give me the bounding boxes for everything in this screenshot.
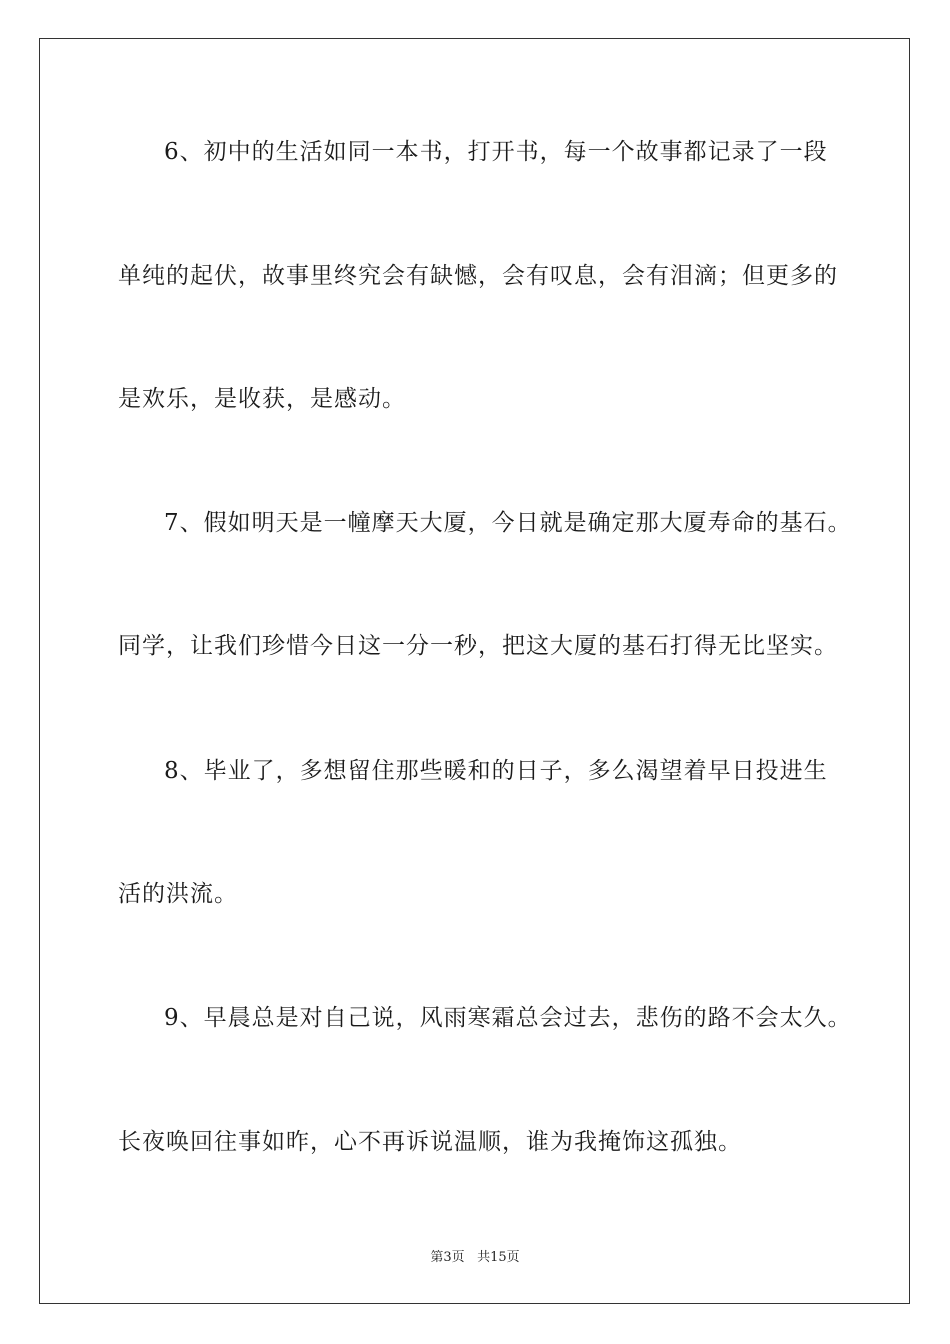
paragraph-6-line-1: 6、初中的生活如同一本书，打开书，每一个故事都记录了一段 <box>164 139 828 165</box>
page-frame <box>39 38 910 1304</box>
paragraph-9-line-1: 9、早晨总是对自己说，风雨寒霜总会过去，悲伤的路不会太久。 <box>164 1005 852 1031</box>
paragraph-8-line-2: 活的洪流。 <box>118 881 238 907</box>
page-number: 第3页 <box>430 1250 465 1265</box>
paragraph-6-line-3: 是欢乐，是收获，是感动。 <box>118 386 406 412</box>
page-footer <box>0 1246 950 1265</box>
paragraph-9-line-2: 长夜唤回往事如昨，心不再诉说温顺，谁为我掩饰这孤独。 <box>118 1129 742 1155</box>
paragraph-6-line-2: 单纯的起伏，故事里终究会有缺憾，会有叹息，会有泪滴；但更多的 <box>118 263 838 289</box>
paragraph-7-line-1: 7、假如明天是一幢摩天大厦，今日就是确定那大厦寿命的基石。 <box>164 510 852 536</box>
paragraph-7-line-2: 同学，让我们珍惜今日这一分一秒，把这大厦的基石打得无比坚实。 <box>118 633 838 659</box>
paragraph-8-line-1: 8、毕业了，多想留住那些暖和的日子，多么渴望着早日投进生 <box>164 758 828 784</box>
page-total: 共15页 <box>477 1250 520 1265</box>
